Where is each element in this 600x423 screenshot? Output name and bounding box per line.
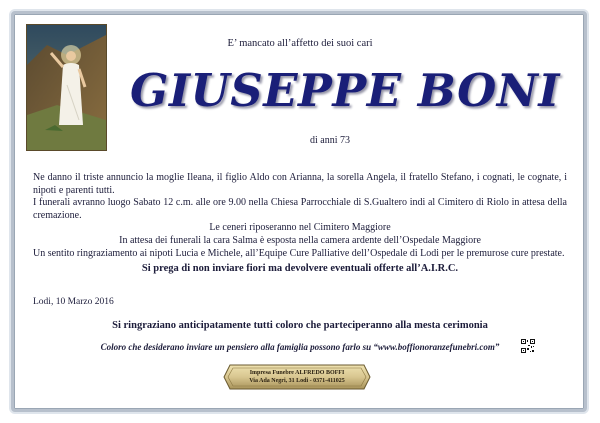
funeral-paragraph: I funerali avranno luogo Sabato 12 c.m. alle ore 9.00 nella Chiesa Parrocchiale di S.Gualtero indi al Cimitero di Riolo in attesa della cremazione. xyxy=(33,197,567,221)
website-line[interactable]: Coloro che desiderano inviare un pensiero alla famiglia possono farlo su “www.boffionoranzefunebri.com” xyxy=(100,342,500,352)
viewing-line: In attesa dei funerali la cara Salma è esposta nella camera ardente dell’Ospedale Maggiore xyxy=(119,234,481,246)
acknowledgement-paragraph: Un sentito ringraziamento ai nipoti Lucia e Michele, all’Equipe Cure Palliative dell’Ospedale di Lodi per le premurose cure prestate. xyxy=(33,247,565,259)
intro-text: E’ mancato all’affetto dei suoi cari xyxy=(227,38,373,49)
funeral-home-plaque xyxy=(222,363,372,391)
thanks-text: Si ringraziano anticipatamente tutti coloro che parteciperanno alla mesta cerimonia xyxy=(112,320,488,331)
announcement-body xyxy=(33,172,567,276)
funeral-home-address: Via Ada Negri, 31 Lodi - 0371-411025 xyxy=(249,378,345,384)
age-text: di anni 73 xyxy=(310,135,350,146)
date-text: Lodi, 10 Marzo 2016 xyxy=(33,297,114,307)
funeral-home-name: Impresa Funebre ALFREDO BOFFI xyxy=(249,370,345,376)
family-paragraph: Ne danno il triste annuncio la moglie Ileana, il figlio Aldo con Arianna, la sorella Angela, il fratello Stefano, i cognati, le cognate, i nipoti e parenti tutti. xyxy=(33,172,567,196)
qr-code-icon xyxy=(521,339,535,353)
deceased-name: GIUSEPPE BONI xyxy=(130,64,560,117)
donation-request: Si prega di non inviare fiori ma devolvere eventuali offerte all’A.I.R.C. xyxy=(141,263,459,275)
ashes-line: Le ceneri riposeranno nel Cimitero Maggiore xyxy=(209,222,391,234)
